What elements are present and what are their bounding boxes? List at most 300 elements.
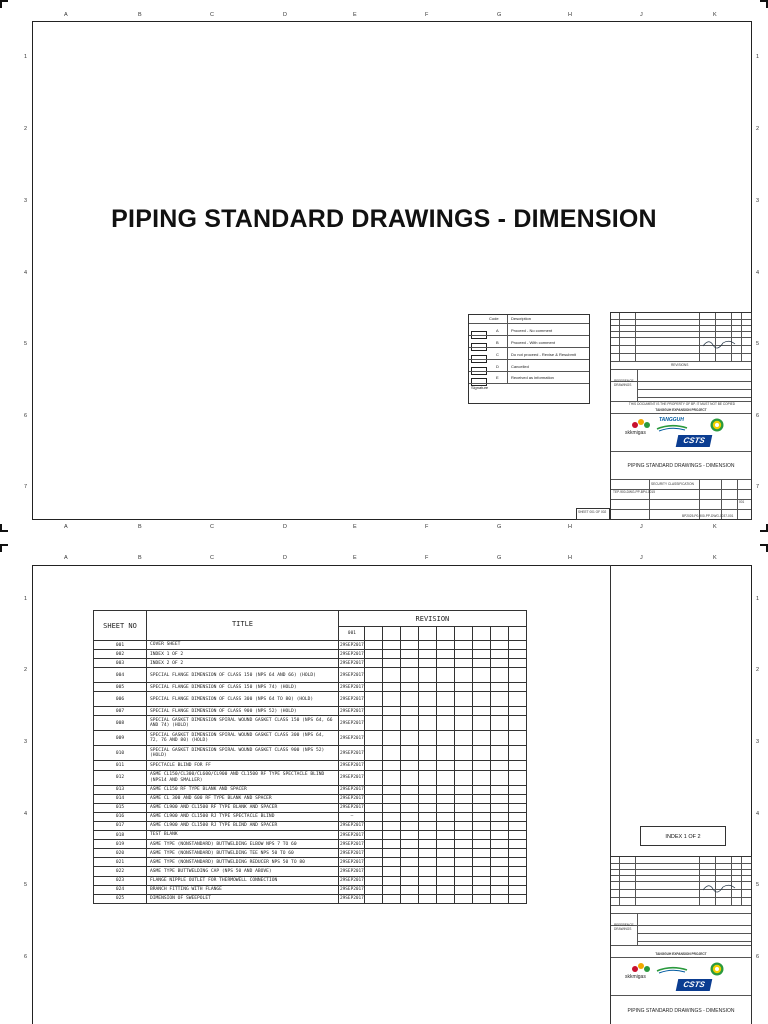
description-header: Description bbox=[511, 316, 532, 321]
revision-date-cell: 29SEP2017 bbox=[339, 849, 365, 858]
empty-revision-cell bbox=[400, 885, 418, 894]
empty-revision-cell bbox=[472, 849, 490, 858]
empty-revision-cell bbox=[454, 885, 472, 894]
revision-date-cell: 29SEP2017 bbox=[339, 794, 365, 803]
empty-revision-cell bbox=[472, 770, 490, 785]
revision-date-cell: 29SEP2017 bbox=[339, 867, 365, 876]
index-page-box: INDEX 1 OF 2 bbox=[640, 826, 726, 846]
empty-revision-cell bbox=[382, 794, 400, 803]
empty-revision-cell bbox=[364, 770, 382, 785]
empty-revision-cell bbox=[436, 876, 454, 885]
empty-revision-cell bbox=[490, 812, 508, 821]
sheet-no-cell: 010 bbox=[94, 746, 147, 761]
empty-revision-cell bbox=[418, 885, 436, 894]
title-cell: ASME CL150 RF TYPE BLANK AND SPACER bbox=[147, 785, 339, 794]
empty-revision-cell bbox=[454, 731, 472, 746]
sheet-no-cell: 014 bbox=[94, 794, 147, 803]
empty-revision-cell bbox=[490, 650, 508, 659]
title-cell: ASME CL900 AND CL1500 RJ TYPE BLIND AND SPACER bbox=[147, 821, 339, 830]
empty-revision-cell bbox=[472, 659, 490, 668]
empty-revision-cell bbox=[382, 858, 400, 867]
empty-revision-cell bbox=[418, 659, 436, 668]
empty-revision-cell bbox=[400, 794, 418, 803]
col-label: J bbox=[640, 524, 643, 530]
empty-revision-cell bbox=[508, 821, 526, 830]
empty-revision-cell bbox=[454, 659, 472, 668]
empty-revision-cell bbox=[436, 746, 454, 761]
table-row bbox=[94, 785, 527, 794]
col-label: E bbox=[353, 12, 357, 18]
empty-revision-cell bbox=[472, 683, 490, 692]
signature-mark bbox=[701, 337, 741, 349]
empty-revision-cell bbox=[364, 761, 382, 770]
revision-date-cell: 29SEP2017 bbox=[339, 650, 365, 659]
col-label: D bbox=[283, 524, 287, 530]
empty-revision-cell bbox=[382, 876, 400, 885]
sheet-no-cell: 016 bbox=[94, 812, 147, 821]
sheet-no-cell: 007 bbox=[94, 707, 147, 716]
empty-revision-cell bbox=[508, 885, 526, 894]
revision-header: REVISION bbox=[339, 611, 527, 627]
row-label: 2 bbox=[24, 667, 28, 673]
corner-mark bbox=[0, 544, 2, 552]
empty-revision-cell bbox=[436, 641, 454, 650]
col-label: D bbox=[283, 12, 287, 18]
sheet-no-cell: 023 bbox=[94, 876, 147, 885]
empty-revision-cell bbox=[436, 894, 454, 903]
empty-revision-cell bbox=[490, 803, 508, 812]
revision-date-cell: 29SEP2017 bbox=[339, 821, 365, 830]
empty-revision-cell bbox=[436, 831, 454, 840]
empty-revision-cell bbox=[382, 746, 400, 761]
empty-revision-cell bbox=[400, 858, 418, 867]
empty-revision-cell bbox=[400, 849, 418, 858]
title-cell: ASME TYPE (NONSTANDARD) BUTTWELDING REDUCER NPS 50 TO 80 bbox=[147, 858, 339, 867]
empty-revision-cell bbox=[400, 716, 418, 731]
empty-revision-cell bbox=[490, 716, 508, 731]
row-label: 6 bbox=[756, 954, 760, 960]
empty-revision-cell bbox=[418, 746, 436, 761]
empty-revision-cell bbox=[454, 707, 472, 716]
empty-revision-cell bbox=[436, 794, 454, 803]
title-cell: SPECIAL GASKET DIMENSION SPIRAL WOUND GASKET CLASS 300 (NPS 64, 72, 76 AND 80) (HOLD) bbox=[147, 731, 339, 746]
title-cell: FLANGE NIPPLE OUTLET FOR THERMOWELL CONNECTION bbox=[147, 876, 339, 885]
empty-revision-cell bbox=[472, 746, 490, 761]
table-row bbox=[94, 707, 527, 716]
table-row bbox=[94, 794, 527, 803]
empty-revision-cell bbox=[508, 761, 526, 770]
title-cell: COVER SHEET bbox=[147, 641, 339, 650]
desc-c: Do not proceed - Revise & Resubmit bbox=[511, 352, 576, 357]
empty-revision-cell bbox=[364, 785, 382, 794]
bp-logo-icon bbox=[709, 961, 725, 977]
col-label: K bbox=[713, 555, 717, 561]
corner-mark bbox=[0, 524, 2, 532]
desc-a: Proceed - No comment bbox=[511, 328, 553, 333]
empty-revision-cell bbox=[400, 803, 418, 812]
col-label: F bbox=[425, 524, 429, 530]
empty-revision-cell bbox=[364, 641, 382, 650]
review-code-table bbox=[468, 314, 590, 404]
empty-revision-cell bbox=[436, 731, 454, 746]
revision-date-cell: 29SEP2017 bbox=[339, 707, 365, 716]
empty-revision-cell bbox=[418, 650, 436, 659]
empty-revision-cell bbox=[508, 716, 526, 731]
title-cell: SPECIAL FLANGE DIMENSION OF CLASS 150 (NPS 64 AND 66) (HOLD) bbox=[147, 668, 339, 683]
col-label: G bbox=[497, 524, 502, 530]
table-row bbox=[94, 761, 527, 770]
empty-revision-cell bbox=[472, 650, 490, 659]
project-name: TANGGUH EXPANSION PROJECT bbox=[655, 408, 707, 412]
sheet-no-cell: 018 bbox=[94, 831, 147, 840]
doc-number: TEP-900-DWG-PP-BP4-0015 bbox=[613, 490, 655, 494]
empty-revision-cell bbox=[418, 849, 436, 858]
empty-revision-cell bbox=[490, 885, 508, 894]
row-label: 6 bbox=[24, 413, 28, 419]
empty-revision-cell bbox=[382, 812, 400, 821]
empty-revision-cell bbox=[418, 821, 436, 830]
empty-revision-cell bbox=[382, 650, 400, 659]
empty-revision-cell bbox=[508, 794, 526, 803]
sheet-no-cell: 021 bbox=[94, 858, 147, 867]
table-row bbox=[94, 650, 527, 659]
sheet-no-cell: 008 bbox=[94, 716, 147, 731]
col-label: H bbox=[568, 12, 572, 18]
title-cell: ASME CL900 AND CL1500 RJ TYPE SPECTACLE BLIND bbox=[147, 812, 339, 821]
revision-date-cell: 29SEP2017 bbox=[339, 761, 365, 770]
empty-revision-cell bbox=[400, 831, 418, 840]
empty-revision-cell bbox=[382, 761, 400, 770]
empty-revision-cell bbox=[490, 641, 508, 650]
revision-date-cell: 29SEP2017 bbox=[339, 876, 365, 885]
col-label: B bbox=[138, 524, 142, 530]
empty-revision-cell bbox=[472, 831, 490, 840]
empty-revision-cell bbox=[364, 692, 382, 707]
empty-revision-cell bbox=[508, 858, 526, 867]
empty-revision-cell bbox=[418, 692, 436, 707]
title-cell: SPECTACLE BLIND FOR FF bbox=[147, 761, 339, 770]
empty-revision-cell bbox=[490, 876, 508, 885]
sheet-no-cell: 009 bbox=[94, 731, 147, 746]
row-label: 5 bbox=[24, 882, 28, 888]
col-label: F bbox=[425, 555, 429, 561]
empty-revision-cell bbox=[454, 812, 472, 821]
drawing-index-table bbox=[93, 610, 527, 904]
col-label: E bbox=[353, 524, 357, 530]
row-label: 1 bbox=[24, 54, 28, 60]
empty-revision-cell bbox=[490, 746, 508, 761]
sheet-number-box: SHEET 001 OF 002 bbox=[576, 508, 610, 520]
title-cell: ASME CL 300 AND 600 RF TYPE BLANK AND SPACER bbox=[147, 794, 339, 803]
empty-revision-cell bbox=[454, 821, 472, 830]
table-row bbox=[94, 831, 527, 840]
empty-revision-cell bbox=[472, 794, 490, 803]
col-label: D bbox=[283, 555, 287, 561]
col-label: G bbox=[497, 12, 502, 18]
rev-col-001: 001 bbox=[339, 627, 365, 641]
table-row bbox=[94, 821, 527, 830]
col-label: C bbox=[210, 555, 214, 561]
empty-revision-cell bbox=[364, 840, 382, 849]
table-row bbox=[94, 746, 527, 761]
col-label: C bbox=[210, 524, 214, 530]
col-label: A bbox=[64, 12, 68, 18]
empty-revision-cell bbox=[400, 785, 418, 794]
empty-revision-cell bbox=[418, 716, 436, 731]
empty-revision-cell bbox=[454, 840, 472, 849]
empty-revision-cell bbox=[436, 716, 454, 731]
row-label: 2 bbox=[24, 126, 28, 132]
empty-revision-cell bbox=[418, 831, 436, 840]
empty-revision-cell bbox=[382, 731, 400, 746]
empty-revision-cell bbox=[436, 683, 454, 692]
row-label: 3 bbox=[756, 198, 760, 204]
empty-revision-cell bbox=[508, 770, 526, 785]
empty-revision-cell bbox=[454, 858, 472, 867]
empty-revision-cell bbox=[454, 876, 472, 885]
empty-revision-cell bbox=[472, 692, 490, 707]
empty-revision-cell bbox=[508, 746, 526, 761]
code-c: C bbox=[496, 352, 499, 357]
row-label: 4 bbox=[756, 811, 760, 817]
title-cell: SPECIAL FLANGE DIMENSION OF CLASS 900 (NPS 52) (HOLD) bbox=[147, 707, 339, 716]
empty-revision-cell bbox=[418, 803, 436, 812]
tangguh-swoosh-icon bbox=[655, 423, 689, 433]
row-label: 6 bbox=[24, 954, 28, 960]
empty-revision-cell bbox=[436, 812, 454, 821]
revision-date-cell: 29SEP2017 bbox=[339, 831, 365, 840]
empty-revision-cell bbox=[454, 849, 472, 858]
empty-revision-cell bbox=[436, 867, 454, 876]
title-cell: BRANCH FITTING WITH FLANGE bbox=[147, 885, 339, 894]
col-label: K bbox=[713, 12, 717, 18]
col-label: K bbox=[713, 524, 717, 530]
title-cell: SPECIAL FLANGE DIMENSION OF CLASS 150 (NPS 74) (HOLD) bbox=[147, 683, 339, 692]
empty-revision-cell bbox=[418, 761, 436, 770]
empty-revision-cell bbox=[400, 683, 418, 692]
empty-revision-cell bbox=[490, 831, 508, 840]
empty-revision-cell bbox=[382, 867, 400, 876]
revision-date-cell: 29SEP2017 bbox=[339, 785, 365, 794]
empty-revision-cell bbox=[436, 707, 454, 716]
empty-revision-cell bbox=[508, 668, 526, 683]
revision-date-cell: 29SEP2017 bbox=[339, 894, 365, 903]
code-header: Code bbox=[489, 316, 499, 321]
table-row bbox=[94, 803, 527, 812]
row-label: 5 bbox=[756, 882, 760, 888]
empty-revision-cell bbox=[400, 659, 418, 668]
empty-revision-cell bbox=[454, 683, 472, 692]
revision-date-cell: 29SEP2017 bbox=[339, 858, 365, 867]
empty-revision-cell bbox=[454, 785, 472, 794]
empty-revision-cell bbox=[490, 731, 508, 746]
empty-revision-cell bbox=[472, 840, 490, 849]
corner-mark bbox=[0, 0, 2, 8]
empty-revision-cell bbox=[490, 840, 508, 849]
empty-revision-cell bbox=[472, 876, 490, 885]
title-block: REVISIONS REFERENCE DRAWINGS THIS DOCUMENT IS THE PROPERTY OF BP. IT MUST NOT BE COPIED TANGGUH EXPANSION PROJECT skkmigas TANGGUH CSTS PIPING STANDARD DRAWINGS - DIMENSION SECURITY CLASSIFICATION TEP-900-DWG-PP-BP4-0015 001 bbox=[610, 312, 752, 520]
revision-date-cell: – bbox=[339, 812, 365, 821]
revision-date-cell: 29SEP2017 bbox=[339, 746, 365, 761]
title-cell: ASME TYPE BUTTWELDING CAP (NPS 50 AND ABOVE) bbox=[147, 867, 339, 876]
empty-revision-cell bbox=[508, 831, 526, 840]
csts-logo: CSTS bbox=[676, 979, 713, 991]
empty-revision-cell bbox=[508, 692, 526, 707]
empty-revision-cell bbox=[382, 821, 400, 830]
row-label: 4 bbox=[24, 811, 28, 817]
empty-revision-cell bbox=[400, 707, 418, 716]
col-label: B bbox=[138, 12, 142, 18]
sheet-no-cell: 013 bbox=[94, 785, 147, 794]
table-row bbox=[94, 876, 527, 885]
col-label: H bbox=[568, 555, 572, 561]
drawing-title: PIPING STANDARD DRAWINGS - DIMENSION bbox=[111, 205, 657, 233]
sheet-no-cell: 025 bbox=[94, 894, 147, 903]
sheet-no-cell: 002 bbox=[94, 650, 147, 659]
empty-revision-cell bbox=[400, 692, 418, 707]
signature-label: Signature bbox=[471, 385, 489, 390]
empty-revision-cell bbox=[490, 858, 508, 867]
revision-date-cell: 29SEP2017 bbox=[339, 803, 365, 812]
sheet-no-cell: 019 bbox=[94, 840, 147, 849]
title-cell: ASME CL900 AND CL1500 RF TYPE BLANK AND SPACER bbox=[147, 803, 339, 812]
empty-revision-cell bbox=[400, 746, 418, 761]
empty-revision-cell bbox=[400, 867, 418, 876]
empty-revision-cell bbox=[364, 849, 382, 858]
empty-revision-cell bbox=[382, 668, 400, 683]
col-label: B bbox=[138, 555, 142, 561]
empty-revision-cell bbox=[418, 683, 436, 692]
empty-revision-cell bbox=[418, 668, 436, 683]
empty-revision-cell bbox=[490, 785, 508, 794]
table-row bbox=[94, 867, 527, 876]
empty-revision-cell bbox=[436, 692, 454, 707]
sheet-no-cell: 011 bbox=[94, 761, 147, 770]
col-label: J bbox=[640, 555, 643, 561]
empty-revision-cell bbox=[436, 849, 454, 858]
tangguh-swoosh-icon bbox=[655, 965, 689, 975]
empty-revision-cell bbox=[508, 876, 526, 885]
empty-revision-cell bbox=[454, 641, 472, 650]
row-label: 1 bbox=[756, 54, 760, 60]
empty-revision-cell bbox=[472, 761, 490, 770]
empty-revision-cell bbox=[364, 812, 382, 821]
revision-date-cell: 29SEP2017 bbox=[339, 641, 365, 650]
empty-revision-cell bbox=[382, 831, 400, 840]
revision-date-cell: 29SEP2017 bbox=[339, 692, 365, 707]
empty-revision-cell bbox=[436, 840, 454, 849]
empty-revision-cell bbox=[364, 683, 382, 692]
revision-date-cell: 29SEP2017 bbox=[339, 659, 365, 668]
sheet-no-cell: 004 bbox=[94, 668, 147, 683]
empty-revision-cell bbox=[454, 668, 472, 683]
code-e: E bbox=[496, 375, 499, 380]
empty-revision-cell bbox=[436, 770, 454, 785]
empty-revision-cell bbox=[508, 650, 526, 659]
table-row bbox=[94, 716, 527, 731]
sheet-no-cell: 006 bbox=[94, 692, 147, 707]
empty-revision-cell bbox=[364, 876, 382, 885]
empty-revision-cell bbox=[454, 692, 472, 707]
desc-e: Received as information bbox=[511, 375, 554, 380]
empty-revision-cell bbox=[382, 840, 400, 849]
row-label: 1 bbox=[24, 596, 28, 602]
empty-revision-cell bbox=[490, 692, 508, 707]
empty-revision-cell bbox=[400, 812, 418, 821]
sheet-no-cell: 022 bbox=[94, 867, 147, 876]
skkmigas-label: skkmigas bbox=[625, 430, 646, 436]
empty-revision-cell bbox=[364, 794, 382, 803]
empty-revision-cell bbox=[382, 659, 400, 668]
csts-logo: CSTS bbox=[676, 435, 713, 447]
empty-revision-cell bbox=[472, 641, 490, 650]
empty-revision-cell bbox=[472, 716, 490, 731]
empty-revision-cell bbox=[418, 731, 436, 746]
title-block: REFERENCE DRAWINGS TANGGUH EXPANSION PROJECT skkmigas CSTS PIPING STANDARD DRAWINGS - DIMENSION bbox=[610, 856, 752, 1024]
empty-revision-cell bbox=[364, 894, 382, 903]
empty-revision-cell bbox=[472, 894, 490, 903]
empty-revision-cell bbox=[382, 707, 400, 716]
table-row bbox=[94, 858, 527, 867]
empty-revision-cell bbox=[472, 668, 490, 683]
empty-revision-cell bbox=[472, 885, 490, 894]
empty-revision-cell bbox=[508, 785, 526, 794]
row-label: 3 bbox=[24, 198, 28, 204]
col-label: H bbox=[568, 524, 572, 530]
empty-revision-cell bbox=[490, 867, 508, 876]
empty-revision-cell bbox=[364, 731, 382, 746]
table-row bbox=[94, 849, 527, 858]
sheet-no-cell: 017 bbox=[94, 821, 147, 830]
empty-revision-cell bbox=[418, 858, 436, 867]
table-row bbox=[94, 770, 527, 785]
col-label: A bbox=[64, 524, 68, 530]
empty-revision-cell bbox=[508, 803, 526, 812]
row-label: 7 bbox=[24, 484, 28, 490]
col-label: A bbox=[64, 555, 68, 561]
empty-revision-cell bbox=[400, 840, 418, 849]
row-label: 2 bbox=[756, 126, 760, 132]
empty-revision-cell bbox=[508, 731, 526, 746]
row-label: 3 bbox=[756, 739, 760, 745]
empty-revision-cell bbox=[364, 650, 382, 659]
empty-revision-cell bbox=[400, 761, 418, 770]
title-cell: INDEX 2 OF 2 bbox=[147, 659, 339, 668]
empty-revision-cell bbox=[418, 770, 436, 785]
empty-revision-cell bbox=[436, 803, 454, 812]
title-cell: ASME TYPE (NONSTANDARD) BUTTWELDING TEE NPS 50 TO 60 bbox=[147, 849, 339, 858]
title-cell: SPECIAL GASKET DIMENSION SPIRAL WOUND GASKET CLASS 150 (NPS 64, 66 AND 74) (HOLD) bbox=[147, 716, 339, 731]
empty-revision-cell bbox=[454, 803, 472, 812]
revision-date-cell: 29SEP2017 bbox=[339, 770, 365, 785]
empty-revision-cell bbox=[508, 641, 526, 650]
col-label: J bbox=[640, 12, 643, 18]
empty-revision-cell bbox=[490, 770, 508, 785]
empty-revision-cell bbox=[382, 803, 400, 812]
revision-date-cell: 29SEP2017 bbox=[339, 716, 365, 731]
empty-revision-cell bbox=[400, 650, 418, 659]
empty-revision-cell bbox=[454, 794, 472, 803]
empty-revision-cell bbox=[472, 812, 490, 821]
title-cell: INDEX 1 OF 2 bbox=[147, 650, 339, 659]
revision-number: 001 bbox=[739, 500, 745, 504]
project-name: TANGGUH EXPANSION PROJECT bbox=[655, 952, 707, 956]
empty-revision-cell bbox=[508, 894, 526, 903]
empty-revision-cell bbox=[400, 876, 418, 885]
sheet-no-cell: 012 bbox=[94, 770, 147, 785]
tangguh-logo: TANGGUH bbox=[659, 417, 684, 423]
empty-revision-cell bbox=[454, 770, 472, 785]
